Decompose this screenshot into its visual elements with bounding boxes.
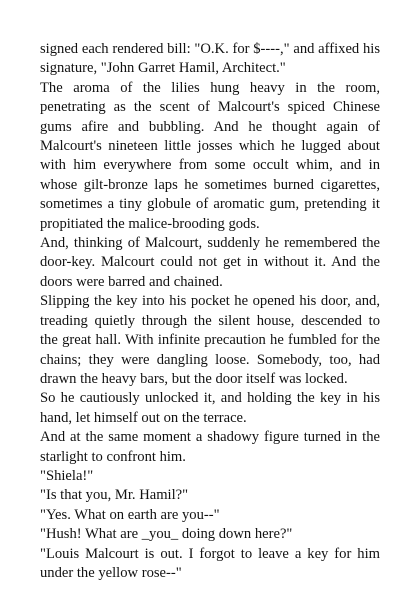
paragraph: Slipping the key into his pocket he opened his door, and, treading quietly through the silent house, descended to the great hall. With infinite precaution he fumbled for the chains; they were dangling loose. Somebody, too, had drawn the heavy bars, but the door itself was locked. bbox=[40, 293, 380, 387]
paragraph: And at the same moment a shadowy figure turned in the starlight to confront him. bbox=[40, 429, 380, 465]
paragraph: "Hush! What are _you_ doing down here?" bbox=[40, 526, 293, 543]
page-text bbox=[40, 40, 380, 583]
paragraph: The aroma of the lilies hung heavy in the room, penetrating as the scent of Malcourt's spiced Chinese gums afire and bubbling. And he thought again of Malcourt's nineteen little josses which he lugged about with him everywhere from some occult whim, and in whose gilt-bronze laps he sometimes burned cigarettes, sometimes a tiny globule of aromatic gum, pretending it propitiated the malice-brooding gods. bbox=[40, 79, 380, 232]
paragraph: "Shiela!" bbox=[40, 467, 94, 484]
paragraph: So he cautiously unlocked it, and holding the key in his hand, let himself out on the terrace. bbox=[40, 390, 380, 426]
paragraph: "Yes. What on earth are you--" bbox=[40, 506, 220, 523]
paragraph: "Louis Malcourt is out. I forgot to leave a key for him under the yellow rose--" bbox=[40, 545, 380, 581]
paragraph: And, thinking of Malcourt, suddenly he remembered the door-key. Malcourt could not get in without it. And the doors were barred and chained. bbox=[40, 235, 380, 290]
paragraph: signed each rendered bill: "O.K. for $----," and affixed his signature, "John Garret Hamil, Architect." bbox=[40, 41, 380, 77]
paragraph: "Is that you, Mr. Hamil?" bbox=[40, 487, 189, 504]
